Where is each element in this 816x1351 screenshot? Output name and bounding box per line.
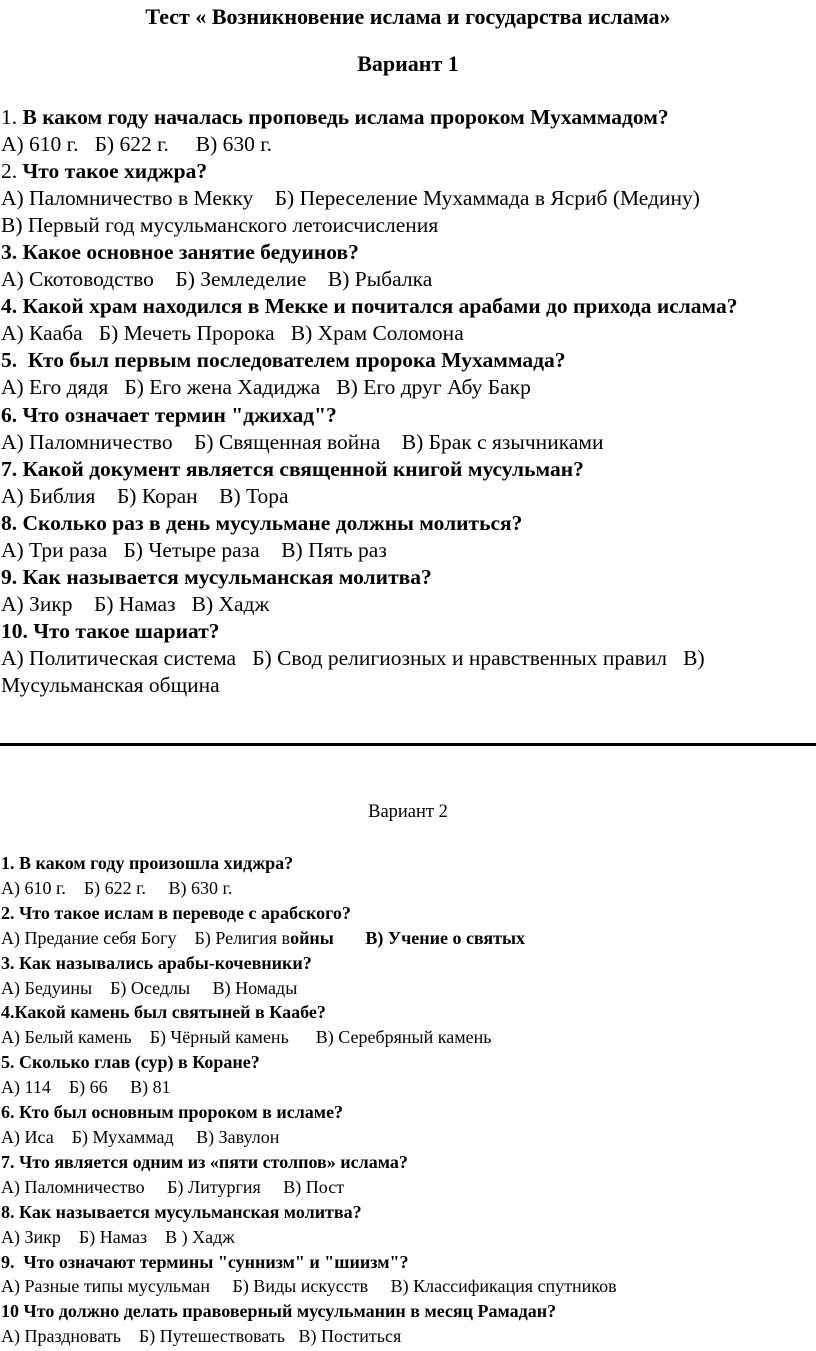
question: 10. Что такое шариат? — [1, 618, 220, 643]
answers: А) Его дядя Б) Его жена Хадиджа В) Его друг Абу Бакр — [1, 375, 531, 400]
question: 5. Кто был первым последователем пророка Мухаммада? — [1, 348, 566, 373]
question: 2. Что такое ислам в переводе с арабского? — [1, 902, 351, 923]
answers: А) Зикр Б) Намаз В ) Хадж — [1, 1226, 235, 1247]
answers: А) Паломничество Б) Священная война В) Брак с язычниками — [1, 429, 604, 454]
answers: А) Зикр Б) Намаз В) Хадж — [1, 591, 270, 616]
answers: Мусульманская община — [1, 672, 220, 697]
question: 4.Какой камень был святыней в Каабе? — [1, 1002, 326, 1023]
answers: А) Скотоводство Б) Земледелие В) Рыбалка — [1, 267, 433, 292]
answers: А) 610 г. Б) 622 г. В) 630 г. — [1, 877, 233, 898]
question: 4. Какой храм находился в Мекке и почитался арабами до прихода ислама? — [1, 294, 738, 319]
variant-1-questions — [1, 104, 738, 699]
separator-line — [0, 743, 816, 746]
answers: А) Паломничество Б) Литургия В) Пост — [1, 1176, 345, 1197]
answers: А) 610 г. Б) 622 г. В) 630 г. — [1, 132, 272, 157]
question: 6. Что означает термин "джихад"? — [1, 402, 337, 427]
answers: А) Паломничество в Мекку Б) Переселение Мухаммада в Ясриб (Медину) — [1, 186, 700, 211]
answers: А) Бедуины Б) Оседлы В) Номады — [1, 977, 298, 998]
answers: А) Белый камень Б) Чёрный камень В) Серебряный камень — [1, 1027, 492, 1048]
question: 1. В каком году произошла хиджра? — [1, 853, 294, 873]
answers: А) Кааба Б) Мечеть Пророка В) Храм Соломона — [1, 321, 464, 346]
answers: А) Разные типы мусульман Б) Виды искусств В) Классификация спутников — [1, 1276, 617, 1297]
answers: А) Библия Б) Коран В) Тора — [1, 483, 289, 508]
variant-2-questions — [1, 851, 617, 1349]
question: 5. Сколько глав (сур) в Коране? — [1, 1052, 260, 1073]
question: 1. В каком году началась проповедь ислама пророком Мухаммадом? — [1, 105, 669, 129]
question: 10 Что должно делать правоверный мусульманин в месяц Рамадан? — [1, 1301, 557, 1322]
variant-2-title: Вариант 2 — [368, 802, 448, 822]
variant-1-title: Вариант 1 — [357, 51, 459, 76]
question: 9. Что означают термины "суннизм" и "шиизм"? — [1, 1251, 409, 1272]
question: 7. Какой документ является священной книгой мусульман? — [1, 456, 584, 481]
question: 6. Кто был основным пророком в исламе? — [1, 1102, 344, 1123]
answers: А) Политическая система Б) Свод религиозных и нравственных правил В) — [1, 645, 705, 670]
question: 8. Как называется мусульманская молитва? — [1, 1201, 362, 1222]
question: 3. Какое основное занятие бедуинов? — [1, 240, 359, 265]
question: 8. Сколько раз в день мусульмане должны молиться? — [1, 510, 523, 535]
question: 7. Что является одним из «пяти столпов» ислама? — [1, 1151, 408, 1172]
answers: А) Праздновать Б) Путешествовать В) Поститься — [1, 1326, 402, 1347]
question: 2. Что такое хиджра? — [1, 159, 208, 184]
answers: А) Три раза Б) Четыре раза В) Пять раз — [1, 537, 387, 562]
answers: А) Предание себя Богу Б) Религия войны В) Учение о святых — [1, 927, 526, 948]
answers: А) Иса Б) Мухаммад В) Завулон — [1, 1126, 280, 1147]
question: 9. Как называется мусульманская молитва? — [1, 564, 432, 589]
answers: А) 114 Б) 66 В) 81 — [1, 1077, 171, 1098]
question: 3. Как назывались арабы-кочевники? — [1, 952, 312, 973]
answers: В) Первый год мусульманского летоисчисления — [1, 213, 439, 238]
document-title: Тест « Возникновение ислама и государства ислама» — [145, 4, 671, 29]
